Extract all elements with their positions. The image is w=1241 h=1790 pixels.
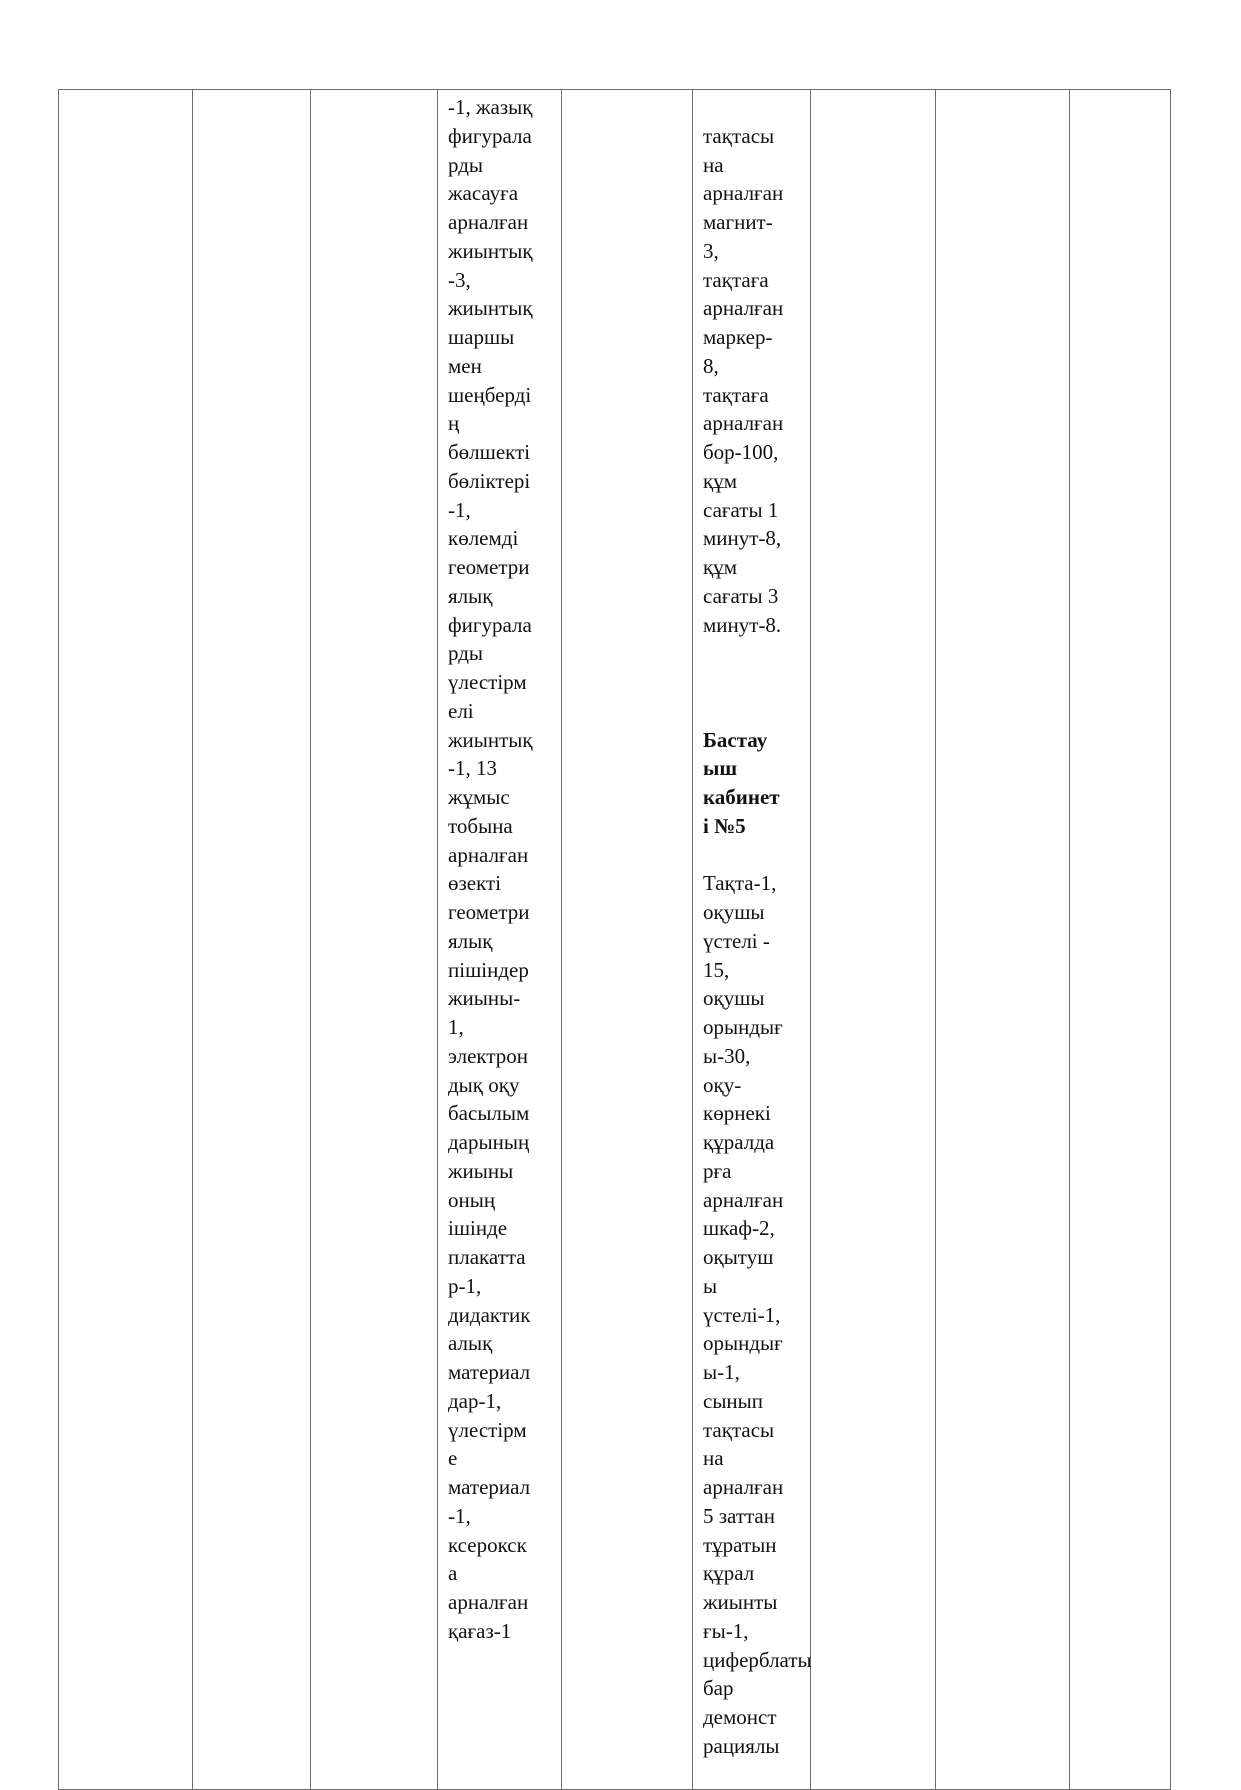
table-cell-col1 bbox=[59, 90, 193, 1790]
text-line: Тақта-1, bbox=[703, 871, 777, 896]
text-line: ксерокск bbox=[448, 1532, 527, 1557]
text-line: жиынтық bbox=[448, 238, 533, 263]
text-line: пішіндер bbox=[448, 957, 529, 982]
text-line: ы-30, bbox=[703, 1043, 751, 1068]
text-line: дар-1, bbox=[448, 1388, 502, 1413]
text-line: тақтасы bbox=[703, 1417, 775, 1442]
text-line: арналған bbox=[448, 210, 529, 234]
text-line: жұмыс bbox=[448, 785, 510, 809]
text-line: үлестірм bbox=[448, 670, 527, 694]
equipment-list-text bbox=[438, 90, 561, 1646]
text-line: оқу- bbox=[703, 1072, 742, 1097]
text-line: алық bbox=[448, 1331, 493, 1356]
cabinet-equipment-list bbox=[703, 869, 812, 1760]
text-line: мен bbox=[448, 353, 482, 378]
text-line: шкаф-2, bbox=[703, 1216, 775, 1241]
text-line: а bbox=[448, 1561, 458, 1586]
text-line: плакатта bbox=[448, 1245, 526, 1269]
text-line: ішінде bbox=[448, 1216, 508, 1241]
text-line: Бастау bbox=[703, 727, 768, 752]
text-line: минут-8, bbox=[703, 526, 782, 551]
text-line: фигурала bbox=[448, 612, 532, 637]
text-line: шеңберді bbox=[448, 382, 532, 407]
text-line: оқытуш bbox=[703, 1245, 774, 1269]
text-line: көрнекі bbox=[703, 1101, 771, 1126]
text-line: арналған bbox=[448, 842, 529, 867]
text-line: орындығ bbox=[703, 1015, 783, 1039]
text-line: ыш bbox=[703, 756, 738, 781]
text-line: ялық bbox=[448, 928, 493, 953]
text-line: тақтаға bbox=[703, 267, 769, 292]
text-line: дидактик bbox=[448, 1302, 531, 1327]
table-cell-col7 bbox=[811, 90, 936, 1790]
text-line: р-1, bbox=[448, 1273, 482, 1298]
text-line: фигурала bbox=[448, 123, 532, 148]
text-line: тобына bbox=[448, 813, 513, 838]
text-line: сағаты 1 bbox=[703, 497, 779, 522]
table-cell-col2 bbox=[193, 90, 311, 1790]
text-line: материал bbox=[448, 1360, 531, 1384]
text-line: рациялы bbox=[703, 1733, 780, 1758]
cabinet-heading bbox=[703, 726, 804, 841]
table-cell-col6 bbox=[693, 90, 811, 1790]
text-line: ы bbox=[703, 1273, 718, 1298]
text-line: кабинет bbox=[703, 785, 780, 809]
text-line: демонст bbox=[703, 1705, 777, 1729]
text-line: дарының bbox=[448, 1130, 530, 1154]
text-line: арналған bbox=[703, 411, 784, 436]
paragraph-gap bbox=[703, 668, 804, 697]
text-line: -1, bbox=[448, 1503, 471, 1528]
table-cell-col3 bbox=[311, 90, 438, 1790]
equipment-list-continued bbox=[703, 122, 804, 640]
text-line: елі bbox=[448, 698, 474, 723]
text-line: қағаз-1 bbox=[448, 1618, 512, 1643]
text-line: минут-8. bbox=[703, 612, 782, 637]
table-row bbox=[59, 90, 1171, 1790]
text-line: бөлшекті bbox=[448, 440, 531, 464]
text-line: үлестірм bbox=[448, 1417, 527, 1442]
table-cell-col9 bbox=[1070, 90, 1171, 1790]
text-line: жиыны bbox=[448, 1158, 514, 1183]
text-line: тақтасы bbox=[703, 123, 775, 148]
text-line: рға bbox=[703, 1158, 732, 1183]
text-line: жасауға bbox=[448, 181, 519, 206]
text-line: бор-100, bbox=[703, 440, 779, 464]
text-line: басылым bbox=[448, 1101, 530, 1126]
text-line: орындығ bbox=[703, 1331, 783, 1356]
text-line: 1, bbox=[448, 1015, 464, 1039]
text-line: жиынтық bbox=[448, 296, 533, 321]
text-line: құм bbox=[703, 468, 737, 493]
text-line: е bbox=[448, 1446, 458, 1471]
text-line: арналған bbox=[448, 1590, 529, 1614]
text-line: 5 заттан bbox=[703, 1503, 775, 1528]
text-line: электрон bbox=[448, 1043, 529, 1068]
text-line: оның bbox=[448, 1187, 496, 1212]
text-line: жиынты bbox=[703, 1590, 778, 1614]
text-line: ң bbox=[448, 411, 460, 436]
table-cell-col8 bbox=[936, 90, 1070, 1790]
text-line: құм bbox=[703, 555, 737, 579]
text-line: жиыны- bbox=[448, 986, 521, 1011]
text-line: геометри bbox=[448, 555, 530, 579]
text-line: -1, жазық bbox=[448, 95, 533, 119]
text-line: көлемді bbox=[448, 526, 519, 551]
text-line: дық оқу bbox=[448, 1072, 520, 1097]
text-line: -3, bbox=[448, 267, 471, 292]
text-line: арналған bbox=[703, 1187, 784, 1212]
text-line: құралда bbox=[703, 1130, 775, 1154]
text-line: сынып bbox=[703, 1388, 764, 1413]
text-line: на bbox=[703, 152, 724, 177]
text-line: -1, bbox=[448, 497, 471, 522]
text-line: магнит- bbox=[703, 210, 773, 234]
text-line: шаршы bbox=[448, 325, 515, 349]
text-line: үстелі - bbox=[703, 928, 770, 953]
cabinet-equipment-text bbox=[693, 90, 810, 1789]
text-line: маркер- bbox=[703, 325, 773, 349]
text-line: рды bbox=[448, 641, 484, 666]
text-line: на bbox=[703, 1446, 724, 1471]
text-line: тақтаға bbox=[703, 382, 769, 407]
text-line: арналған bbox=[703, 1475, 784, 1499]
text-line: үстелі-1, bbox=[703, 1302, 781, 1327]
text-line: арналған bbox=[703, 181, 784, 206]
table-cell-col5 bbox=[562, 90, 693, 1790]
text-line: өзекті bbox=[448, 871, 502, 896]
text-line: сағаты 3 bbox=[703, 583, 779, 608]
text-line: геометри bbox=[448, 900, 530, 924]
text-line: ғы-1, bbox=[703, 1618, 749, 1643]
text-line: жиынтық bbox=[448, 727, 533, 752]
table-cell-col4 bbox=[438, 90, 562, 1790]
text-line: арналған bbox=[703, 296, 784, 321]
text-line: бөліктері bbox=[448, 468, 531, 493]
text-line: 8, bbox=[703, 353, 719, 378]
text-line: 15, bbox=[703, 957, 730, 982]
text-line: оқушы bbox=[703, 900, 765, 924]
text-line: рды bbox=[448, 152, 484, 177]
text-line: -1, 13 bbox=[448, 756, 497, 781]
text-line: 3, bbox=[703, 238, 719, 263]
text-line: тұратын bbox=[703, 1532, 777, 1557]
text-line: оқушы bbox=[703, 986, 765, 1011]
text-line: құрал bbox=[703, 1561, 755, 1586]
equipment-table bbox=[58, 89, 1171, 1790]
text-line: материал bbox=[448, 1475, 531, 1499]
text-line: і №5 bbox=[703, 813, 746, 838]
text-line: ы-1, bbox=[703, 1360, 740, 1384]
text-line: циферблаты бар bbox=[703, 1647, 812, 1701]
text-line: ялық bbox=[448, 583, 493, 608]
